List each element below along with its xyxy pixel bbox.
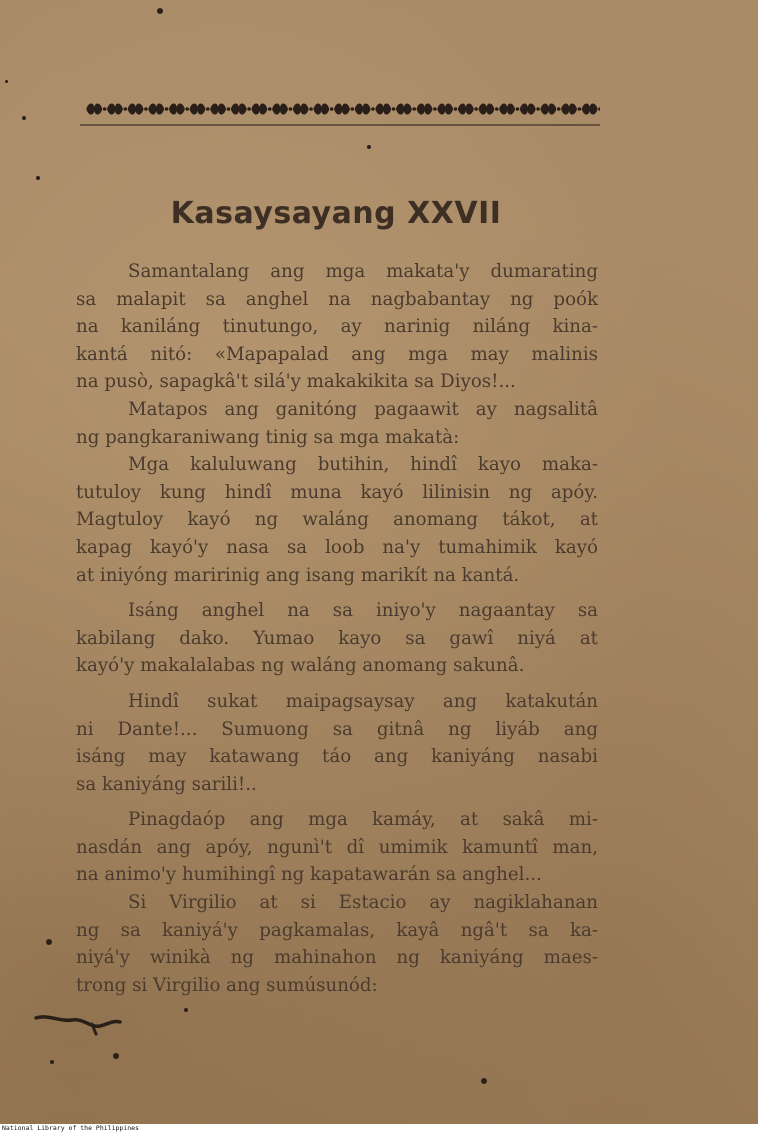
ink-speck [46,939,52,945]
text-line: Mga kaluluwang butihin, hindî kayo maka- [128,454,598,476]
text-line: kantá nitó: «Mapapalad ang mga may malinis [76,343,598,365]
fleuron-mark [107,103,123,114]
fleuron-mark [231,103,247,114]
text-line: Si Virgilio at si Estacio ay nagiklahanan [128,892,598,914]
horizontal-rule [80,124,600,126]
fleuron-mark [210,103,226,114]
text-line: tutuloy kung hindî muna kayó lilinisin ng apóy. [76,481,598,503]
fleuron-mark [190,103,206,114]
fleuron-mark [313,103,329,114]
fleuron-dot [144,107,148,111]
fleuron-mark [437,103,453,114]
chapter-heading: Kasaysayang XXVII [170,196,502,231]
fleuron-mark [375,103,391,114]
text-line: na kaniláng tinutungo, ay narinig niláng kina- [76,316,598,338]
fleuron-mark [520,103,536,114]
fleuron-mark [148,103,164,114]
fleuron-dot [247,107,251,111]
text-line: Pinagdaóp ang mga kamáy, at sakâ mi- [128,809,598,831]
fleuron-dot [474,107,478,111]
paragraph-gap [76,680,598,688]
fleuron-dot [289,107,293,111]
fleuron-dot [536,107,540,111]
ink-speck [184,1008,188,1012]
text-line: niyá'y winikà ng mahinahon ng kaniyáng maes- [76,947,598,969]
fleuron-dot [309,107,313,111]
ink-speck [5,80,8,83]
text-line: at iniyóng maririnig ang isang marikít na kantá. [76,564,520,586]
text-line: Magtuloy kayó ng waláng anomang tákot, at [76,509,598,531]
fleuron-mark [417,103,433,114]
fleuron-dot [598,107,600,111]
fleuron-mark [458,103,474,114]
paragraph-gap [76,589,598,597]
fleuron-mark [582,103,598,114]
text-line: ni Dante!... Sumuong sa gitnâ ng liyáb ang [76,718,598,740]
fleuron-dot [433,107,437,111]
ink-speck [157,8,163,14]
body-text [76,258,598,999]
fleuron-dot [454,107,458,111]
fleuron-dot [227,107,231,111]
fleuron-dot [392,107,396,111]
fleuron-dot [516,107,520,111]
text-line: Isáng anghel na sa iniyo'y nagaantay sa [128,600,598,622]
fleuron-mark [540,103,556,114]
fleuron-dot [495,107,499,111]
text-line: na animo'y humihingî ng kapatawarán sa anghel... [76,864,542,886]
fleuron-dot [123,107,127,111]
fleuron-mark [396,103,412,114]
ornamental-border [84,98,600,120]
ink-speck [36,176,40,180]
text-line: ng sa kaniyá'y pagkamalas, kayâ ngâ't sa ka- [76,919,598,941]
ink-speck [481,1078,487,1084]
fleuron-dot [412,107,416,111]
fleuron-dot [185,107,189,111]
text-line: isáng may katawang táo ang kaniyáng nasabi [76,746,598,768]
fleuron-dot [371,107,375,111]
fleuron-dot [268,107,272,111]
fleuron-dot [351,107,355,111]
fleuron-dot [578,107,582,111]
ink-squiggle [34,1010,124,1038]
ink-speck [367,145,371,149]
fleuron-dot [103,107,107,111]
text-line: na pusò, sapagkâ't silá'y makakikita sa Diyos!... [76,371,516,393]
fleuron-dot [165,107,169,111]
text-line: Hindî sukat maipagsaysay ang katakután [128,690,598,712]
ink-speck [22,116,26,120]
fleuron-mark [334,103,350,114]
fleuron-dot [330,107,334,111]
footer-bar [0,1124,758,1133]
fleuron-mark [169,103,185,114]
text-line: trong si Virgilio ang sumúsunód: [76,974,378,996]
fleuron-mark [355,103,371,114]
fleuron-mark [478,103,494,114]
fleuron-mark [293,103,309,114]
fleuron-dot [557,107,561,111]
fleuron-mark [499,103,515,114]
fleuron-mark [272,103,288,114]
fleuron-mark [86,103,102,114]
fleuron-mark [128,103,144,114]
text-line: Samantalang ang mga makata'y dumarating [128,261,598,282]
ink-speck [113,1053,119,1059]
text-line: Matapos ang ganitóng pagaawit ay nagsalitâ [128,398,598,420]
fleuron-dot [206,107,210,111]
text-line: nasdán ang apóy, ngunì't dî umimik kamuntî man, [76,836,598,858]
text-line: ng pangkaraniwang tinig sa mga makatà: [76,426,460,448]
text-line: kayó'y makalalabas ng waláng anomang sakunâ. [76,655,525,677]
fleuron-mark [561,103,577,114]
text-line: sa malapit sa anghel na nagbabantay ng poók [76,288,598,310]
fleuron-mark [251,103,267,114]
text-line: kapag kayó'y nasa sa loob na'y tumahimik kayó [76,536,598,558]
text-line: sa kaniyáng sarili!.. [76,773,257,795]
paragraph-gap [76,798,598,806]
text-line: kabilang dako. Yumao kayo sa gawî niyá at [76,627,598,649]
footer-credit: National Library of the Philippines [2,1124,139,1132]
ink-speck [50,1060,54,1064]
